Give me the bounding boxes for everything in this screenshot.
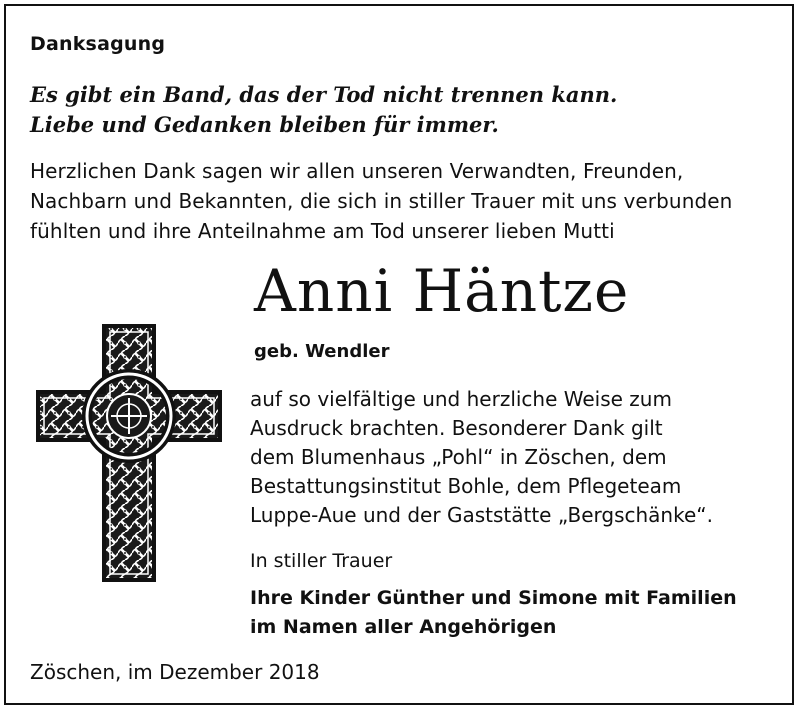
signers: [250, 584, 737, 642]
deceased-name: Anni Häntze: [254, 257, 630, 325]
maiden-name: geb. Wendler: [254, 341, 390, 362]
place-date: Zöschen, im Dezember 2018: [30, 660, 320, 684]
motto-line: Es gibt ein Band, das der Tod nicht trennen kann.: [30, 82, 618, 107]
motto-line: Liebe und Gedanken bleiben für immer.: [30, 112, 499, 137]
acknowledgement-text: [250, 385, 713, 530]
motto: [30, 80, 617, 140]
body-line: auf so vielfältige und herzliche Weise zum: [250, 387, 672, 411]
signer-line: Ihre Kinder Günther und Simone mit Familien: [250, 587, 737, 609]
intro-line: fühlten und ihre Anteilnahme am Tod unserer lieben Mutti: [30, 219, 615, 243]
intro-line: Nachbarn und Bekannten, die sich in stiller Trauer mit uns verbunden: [30, 189, 733, 213]
intro-line: Herzlichen Dank sagen wir allen unseren Verwandten, Freunden,: [30, 159, 684, 183]
intro-text: [30, 156, 732, 246]
body-line: dem Blumenhaus „Pohl“ in Zöschen, dem: [250, 445, 667, 469]
body-line: Luppe-Aue und der Gaststätte „Bergschänke“.: [250, 503, 713, 527]
notice-heading: Danksagung: [30, 33, 166, 55]
signer-line: im Namen aller Angehörigen: [250, 616, 557, 638]
mourning-phrase: In stiller Trauer: [250, 550, 393, 572]
body-line: Ausdruck brachten. Besonderer Dank gilt: [250, 416, 663, 440]
celtic-cross-icon: [34, 322, 224, 584]
body-line: Bestattungsinstitut Bohle, dem Pflegeteam: [250, 474, 682, 498]
